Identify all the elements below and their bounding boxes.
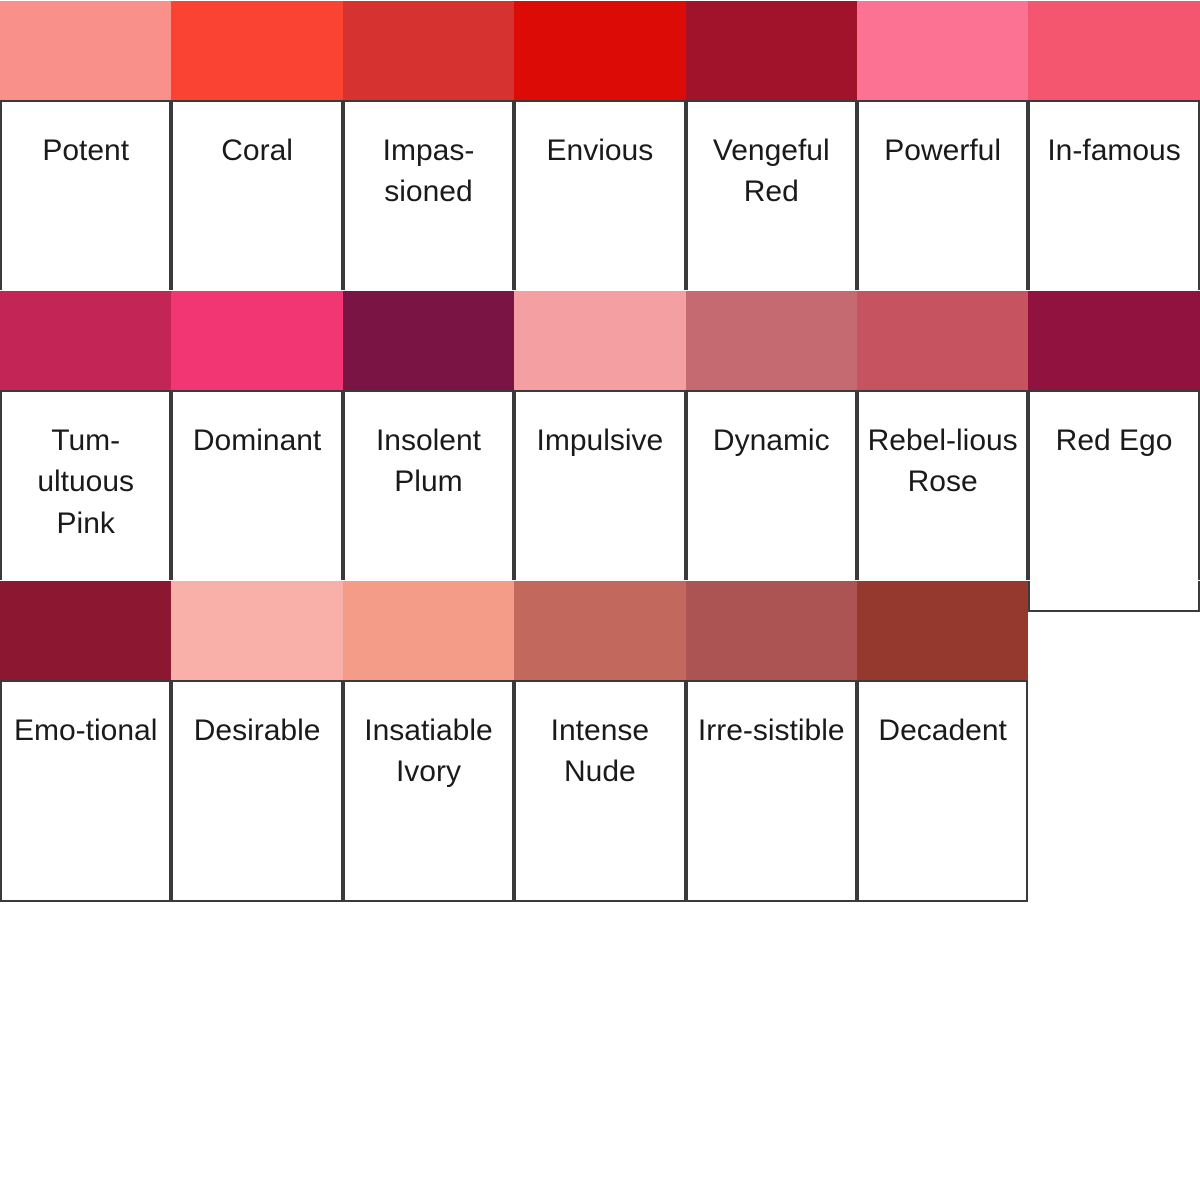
label-impulsive [514, 390, 685, 612]
label-vengeful-red [686, 100, 857, 322]
swatch-label-row [0, 100, 1200, 290]
swatch-envious [514, 0, 685, 102]
label-red-ego [1028, 390, 1199, 612]
label-envious [514, 100, 685, 322]
swatch-label-row [0, 680, 1200, 870]
swatch-label-cell [171, 680, 342, 870]
swatch-color-cell [171, 580, 342, 680]
swatch-label-text: Potent [42, 134, 130, 167]
label-desirable [171, 680, 342, 902]
swatch-label-cell [1028, 100, 1199, 290]
label-insatiable-ivory [343, 680, 514, 902]
swatch-intense-nude [514, 580, 685, 682]
swatch-label-text: In-famous [1047, 134, 1181, 167]
swatch-label-text: Insatiable Ivory [364, 714, 493, 789]
swatch-label-cell [514, 100, 685, 290]
swatch-impassioned [343, 0, 514, 102]
swatch-rebellious-rose [857, 290, 1028, 392]
swatch-desirable [171, 580, 342, 682]
label-dominant [171, 390, 342, 612]
label-insolent-plum [343, 390, 514, 612]
label-dynamic [686, 390, 857, 612]
swatch-label-row [0, 390, 1200, 580]
swatch-label-cell [686, 390, 857, 580]
swatch-label-text: Desirable [193, 714, 321, 747]
swatch-tumultuous-pink [0, 290, 171, 392]
swatch-color-cell [1028, 290, 1199, 390]
label-tumultuous-pink [0, 390, 171, 612]
swatch-label-cell [857, 680, 1028, 870]
swatch-color-cell-empty [1028, 580, 1199, 680]
swatch-color-cell [343, 290, 514, 390]
swatch-color-row [0, 290, 1200, 390]
swatch-impulsive [514, 290, 685, 392]
swatch-label-cell [171, 390, 342, 580]
swatch-label-text: Insolent Plum [375, 424, 482, 499]
swatch-color-cell [171, 290, 342, 390]
swatch-powerful [857, 0, 1028, 102]
swatch-label-cell [514, 680, 685, 870]
swatch-color-row [0, 580, 1200, 680]
swatch-label-text: Rebel-lious Rose [867, 424, 1018, 499]
swatch-empty [1028, 580, 1199, 682]
swatch-label-cell [857, 390, 1028, 580]
swatch-label-text: Envious [546, 134, 654, 167]
swatch-dominant [171, 290, 342, 392]
label-coral [171, 100, 342, 322]
swatch-color-cell [343, 0, 514, 100]
swatch-insatiable-ivory [343, 580, 514, 682]
swatch-irresistible [686, 580, 857, 682]
swatch-label-cell [0, 680, 171, 870]
swatch-label-cell [343, 100, 514, 290]
label-potent [0, 100, 171, 322]
label-infamous [1028, 100, 1199, 322]
label-impassioned [343, 100, 514, 322]
label-intense-nude [514, 680, 685, 902]
label-irresistible [686, 680, 857, 902]
swatch-coral [171, 0, 342, 102]
swatch-label-text: Powerful [884, 134, 1001, 167]
swatch-color-cell [857, 290, 1028, 390]
swatch-label-text: Intense Nude [550, 714, 650, 789]
swatch-label-cell [0, 390, 171, 580]
swatch-potent [0, 0, 171, 102]
swatch-color-cell [686, 290, 857, 390]
swatch-label-cell [0, 100, 171, 290]
swatch-color-cell [857, 580, 1028, 680]
swatch-label-cell [857, 100, 1028, 290]
swatch-color-cell [686, 0, 857, 100]
swatch-insolent-plum [343, 290, 514, 392]
swatch-color-cell [857, 0, 1028, 100]
swatch-label-text: Irre-sistible [697, 714, 845, 747]
swatch-infamous [1028, 0, 1199, 102]
swatch-color-cell [1028, 0, 1199, 100]
swatch-decadent [857, 580, 1028, 682]
swatch-color-cell [0, 580, 171, 680]
swatch-label-text: Dynamic [712, 424, 830, 457]
swatch-label-text: Dominant [192, 424, 322, 457]
swatch-color-cell [514, 290, 685, 390]
swatch-color-cell [686, 580, 857, 680]
swatch-emotional [0, 580, 171, 682]
swatch-dynamic [686, 290, 857, 392]
label-powerful [857, 100, 1028, 322]
swatch-label-cell [343, 390, 514, 580]
swatch-label-text: Impas-sioned [382, 134, 475, 209]
label-decadent [857, 680, 1028, 902]
swatch-label-cell [686, 100, 857, 290]
swatch-label-text: Coral [221, 134, 293, 167]
swatch-label-cell [343, 680, 514, 870]
swatch-label-text: Decadent [878, 714, 1007, 747]
swatch-label-cell [686, 680, 857, 870]
swatch-color-cell [171, 0, 342, 100]
swatch-color-row [0, 0, 1200, 100]
swatch-color-cell [0, 0, 171, 100]
swatch-label-text: Emo-tional [13, 714, 158, 747]
swatch-label-text: Red Ego [1055, 424, 1173, 457]
swatch-label-text: Impulsive [536, 424, 664, 457]
swatch-color-cell [514, 0, 685, 100]
label-rebellious-rose [857, 390, 1028, 612]
swatch-vengeful-red [686, 0, 857, 102]
swatch-label-cell-empty [1028, 680, 1199, 870]
swatch-label-cell [171, 100, 342, 290]
swatch-color-cell [343, 580, 514, 680]
swatch-label-text: Vengeful Red [712, 134, 830, 209]
swatch-color-cell [0, 290, 171, 390]
label-emotional [0, 680, 171, 902]
swatch-label-text: Tum-ultuous Pink [37, 424, 135, 540]
label-empty [1028, 680, 1199, 898]
swatch-color-cell [514, 580, 685, 680]
swatch-label-cell [514, 390, 685, 580]
swatch-red-ego [1028, 290, 1199, 392]
swatch-label-cell [1028, 390, 1199, 580]
